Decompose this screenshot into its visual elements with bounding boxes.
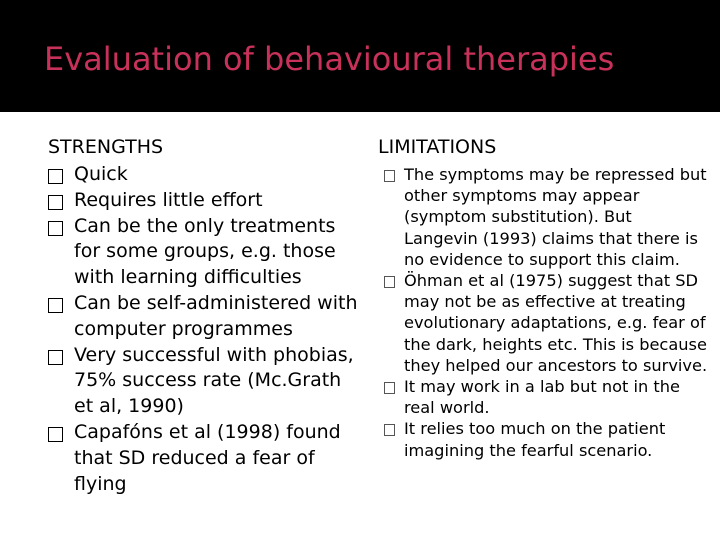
square-bullet-icon <box>48 350 63 365</box>
square-bullet-icon <box>48 195 63 210</box>
list-item <box>378 164 708 270</box>
list-item <box>48 162 358 188</box>
list-item-text: Requires little effort <box>74 188 263 211</box>
list-item <box>378 376 708 418</box>
list-item <box>48 214 358 291</box>
square-bullet-icon <box>384 170 395 182</box>
list-item-text: The symptoms may be repressed but other symptoms may appear (symptom substitution). But Langevin (1993) claims that there is no evidence to support this claim. <box>404 165 707 269</box>
limitations-list <box>378 162 708 461</box>
square-bullet-icon <box>48 169 63 184</box>
list-item-text: Capafóns et al (1998) found that SD reduced a fear of flying <box>74 420 341 495</box>
limitations-heading: LIMITATIONS <box>378 136 497 158</box>
square-bullet-icon <box>48 298 63 313</box>
list-item-text: Quick <box>74 163 128 185</box>
strengths-list <box>48 162 358 497</box>
list-item <box>48 420 358 497</box>
list-item-text: Can be self-administered with computer programmes <box>74 291 358 340</box>
list-item-text: Öhman et al (1975) suggest that SD may not be as effective at treating evolutionary adaptations, e.g. fear of the dark, heights etc. This is because they helped our ancestors to survive. <box>404 271 708 375</box>
square-bullet-icon <box>384 382 395 394</box>
square-bullet-icon <box>384 424 395 436</box>
list-item <box>48 343 358 420</box>
list-item-text: Can be the only treatments for some groups, e.g. those with learning difficulties <box>74 214 336 289</box>
list-item <box>48 188 358 214</box>
limitations-column <box>378 134 708 461</box>
list-item-text: It relies too much on the patient imagining the fearful scenario. <box>404 419 666 460</box>
strengths-column <box>48 134 358 497</box>
list-item <box>48 291 358 343</box>
list-item-text: Very successful with phobias, 75% success rate (Mc.Grath et al, 1990) <box>74 343 354 418</box>
list-item-text: It may work in a lab but not in the real world. <box>404 377 680 418</box>
square-bullet-icon <box>48 427 63 442</box>
title-bar <box>0 0 720 112</box>
square-bullet-icon <box>48 221 63 236</box>
square-bullet-icon <box>384 276 395 288</box>
slide-title: Evaluation of behavioural therapies <box>44 40 615 78</box>
list-item <box>378 270 708 376</box>
list-item <box>378 418 708 460</box>
strengths-heading: STRENGTHS <box>48 136 164 158</box>
